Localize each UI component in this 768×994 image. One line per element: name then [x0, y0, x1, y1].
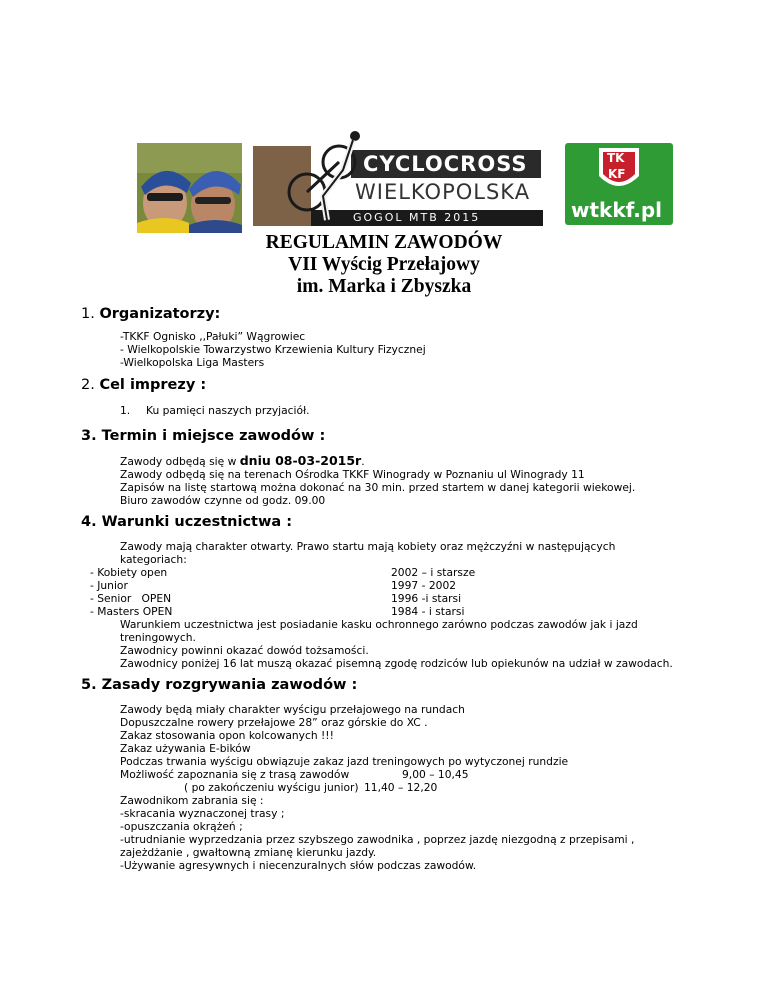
text-line: -utrudnianie wyprzedzania przez szybszego zawodnika , poprzez jazdę niezgodną z przepisami ,: [120, 833, 635, 846]
section-number: 1.: [81, 306, 95, 322]
text-line: - Wielkopolskie Towarzystwo Krzewienia Kultury Fizycznej: [120, 343, 426, 356]
text-line: treningowych.: [120, 631, 196, 644]
cyclist-icon: [283, 130, 363, 226]
logo-mark-bottom: KF: [608, 167, 626, 181]
training-label: Możliwość zapoznania się z trasą zawodów: [120, 768, 350, 781]
section-heading: [81, 514, 292, 530]
category-years: 1996 -i starsi: [391, 592, 462, 605]
text-line: Zawody będą miały charakter wyścigu przełajowego na rundach: [120, 703, 465, 716]
list-item: Ku pamięci naszych przyjaciół.: [146, 404, 310, 417]
category-name: - Kobiety open: [90, 566, 168, 579]
text-line: kategoriach:: [120, 553, 187, 566]
section-title: Termin i miejsce zawodów :: [101, 428, 326, 444]
banner-line3: GOGOL MTB 2015: [353, 211, 481, 224]
date-value: dniu 08-03-2015r: [239, 453, 362, 468]
category-years: 1997 - 2002: [391, 579, 457, 592]
section-heading: [81, 306, 220, 322]
document-subtitle: VII Wyścig Przełajowy: [288, 254, 480, 275]
category-years: 1984 - i starsi: [391, 605, 465, 618]
text-line: Zawody mają charakter otwarty. Prawo startu mają kobiety oraz mężczyźni w następujących: [120, 540, 616, 553]
text-line: Zakaz stosowania opon kolcowanych !!!: [120, 729, 334, 742]
text-line: Zawodnikom zabrania się :: [120, 794, 264, 807]
section-number: 3.: [81, 428, 97, 444]
text-line: Podczas trwania wyścigu obwiązuje zakaz jazd treningowych po wytyczonej rundzie: [120, 755, 569, 768]
text-line: Zawody odbędą się na terenach Ośrodka TKKF Winogrady w Poznaniu ul Winogrady 11: [120, 468, 585, 481]
banner-line1: CYCLOCROSS: [363, 152, 528, 176]
section-title: Warunki uczestnictwa :: [101, 514, 292, 530]
document-title: REGULAMIN ZAWODÓW: [265, 232, 503, 253]
riders-photo: [137, 143, 242, 233]
date-prefix: Zawody odbędą się w: [120, 455, 240, 468]
list-number: 1.: [120, 404, 131, 417]
wtkkf-logo: [565, 143, 673, 225]
section-heading: [81, 377, 206, 393]
text-line: zajeżdżanie , gwałtowną zmianę kierunku jazdy.: [120, 846, 377, 859]
section-number: 5.: [81, 677, 97, 693]
category-name: - Senior OPEN: [90, 592, 172, 605]
section-title: Organizatorzy:: [99, 306, 221, 322]
section-heading: [81, 677, 357, 693]
section-heading: [81, 428, 325, 444]
section-number: 2.: [81, 377, 95, 393]
section-title: Zasady rozgrywania zawodów :: [101, 677, 358, 693]
training-sub: ( po zakończeniu wyścigu junior): [184, 781, 359, 794]
logo-mark-top: TK: [607, 151, 625, 165]
text-line: -Używanie agresywnych i niecenzuralnych słów podczas zawodów.: [120, 859, 477, 872]
date-line: [120, 454, 365, 468]
document-subtitle-2: im. Marka i Zbyszka: [296, 276, 472, 297]
banner-line2: WIELKOPOLSKA: [355, 180, 531, 204]
training-time: 9,00 – 10,45: [402, 768, 469, 781]
text-line: Zawodnicy poniżej 16 lat muszą okazać pisemną zgodę rodziców lub opiekunów na udział w zawodach.: [120, 657, 673, 670]
text-line: Dopuszczalne rowery przełajowe 28” oraz górskie do XC .: [120, 716, 428, 729]
date-suffix: .: [361, 455, 365, 468]
text-line: Zawodnicy powinni okazać dowód tożsamości.: [120, 644, 369, 657]
text-line: Zapisów na listę startową można dokonać na 30 min. przed startem w danej kategorii wiekowej.: [120, 481, 636, 494]
text-line: -TKKF Ognisko ,,Pałuki” Wągrowiec: [120, 330, 306, 343]
category-name: - Masters OPEN: [90, 605, 173, 618]
text-line: -Wielkopolska Liga Masters: [120, 356, 265, 369]
text-line: -skracania wyznaczonej trasy ;: [120, 807, 285, 820]
category-name: - Junior: [90, 579, 128, 592]
text-line: Zakaz używania E-bików: [120, 742, 251, 755]
text-line: Biuro zawodów czynne od godz. 09.00: [120, 494, 326, 507]
category-years: 2002 – i starsze: [391, 566, 476, 579]
logo-text: wtkkf.pl: [571, 198, 663, 222]
section-number: 4.: [81, 514, 97, 530]
cyclocross-banner: [253, 130, 543, 226]
text-line: -opuszczania okrążeń ;: [120, 820, 243, 833]
section-title: Cel imprezy :: [99, 377, 207, 393]
training-time: 11,40 – 12,20: [364, 781, 438, 794]
text-line: Warunkiem uczestnictwa jest posiadanie kasku ochronnego zarówno podczas zawodów jak i jazd: [120, 618, 638, 631]
